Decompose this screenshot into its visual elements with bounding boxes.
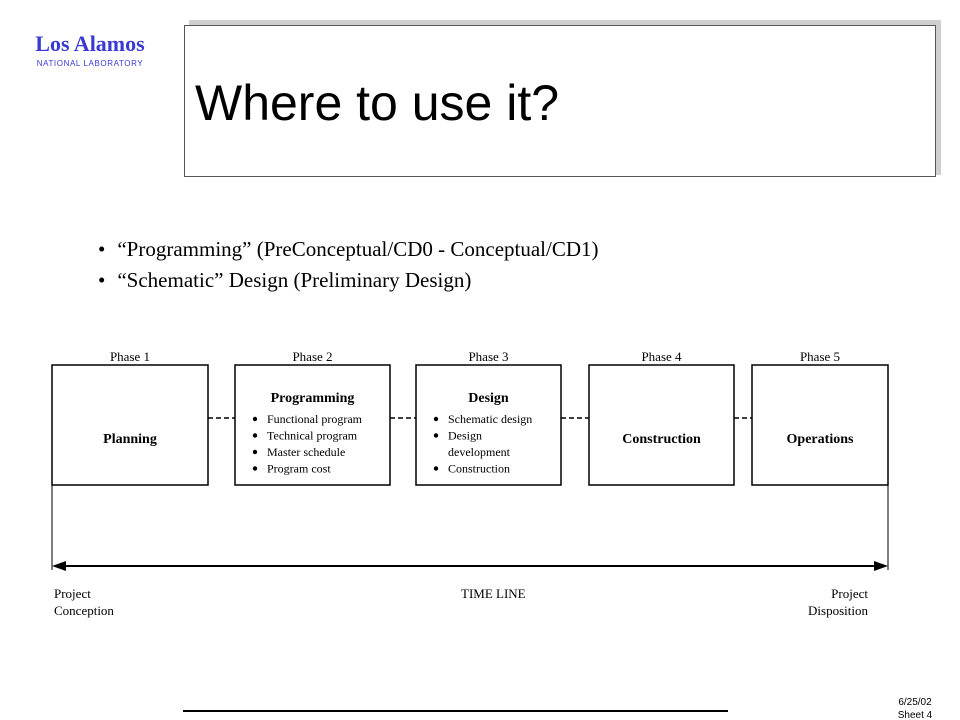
footer-rule [183,710,728,712]
phase-number-label: Phase 4 [641,349,682,364]
phase-number-label: Phase 3 [468,349,509,364]
footer-sheet: Sheet 4 [897,710,933,720]
end-label-line1: Project [831,586,868,601]
bullet-icon [253,417,257,421]
phase-name: Design [468,391,509,406]
bullet-icon [434,433,438,437]
phase-name: Operations [786,432,854,447]
phase-item: Master schedule [267,445,346,459]
phase-number-label: Phase 2 [292,349,333,364]
end-label-line2: Disposition [808,603,868,618]
logo-name: Los Alamos [35,31,145,56]
footer-date: 6/25/02 [898,697,932,708]
phase-box [589,365,734,485]
bullet-icon [253,433,257,437]
footer-info [880,696,950,720]
timeline-right-arrow-icon [874,561,888,571]
logo-subtitle: NATIONAL LABORATORY [36,59,144,68]
slide-title: Where to use it? [195,75,560,131]
phase-name: Planning [103,432,157,447]
phase-box [752,365,888,485]
phase-item: Construction [448,461,510,476]
start-label-line1: Project [54,586,91,601]
phase-box [52,365,208,485]
phase-item: Design [448,428,482,443]
timeline-left-arrow-icon [52,561,66,571]
timeline-label: TIME LINE [461,586,526,601]
phase-item: Functional program [267,412,362,426]
bullet-item: • “Programming” (PreConceptual/CD0 - Conceptual/CD1) [98,234,599,265]
phase-number-label: Phase 5 [799,349,841,364]
start-label-line2: Conception [54,603,114,618]
bullet-icon [434,466,438,470]
bullet-icon [253,466,257,470]
phase-number-label: Phase 1 [109,349,151,364]
bullet-item: • “Schematic” Design (Preliminary Design) [98,265,599,296]
bullet-icon [253,450,257,454]
phase-name: Programming [270,391,355,406]
phase-item: development [448,445,510,459]
phase-item: Program cost [267,461,331,476]
phase-item: Technical program [267,428,358,443]
phase-item: Schematic design [448,412,533,426]
phase-name: Construction [622,432,701,447]
bullet-icon [434,417,438,421]
